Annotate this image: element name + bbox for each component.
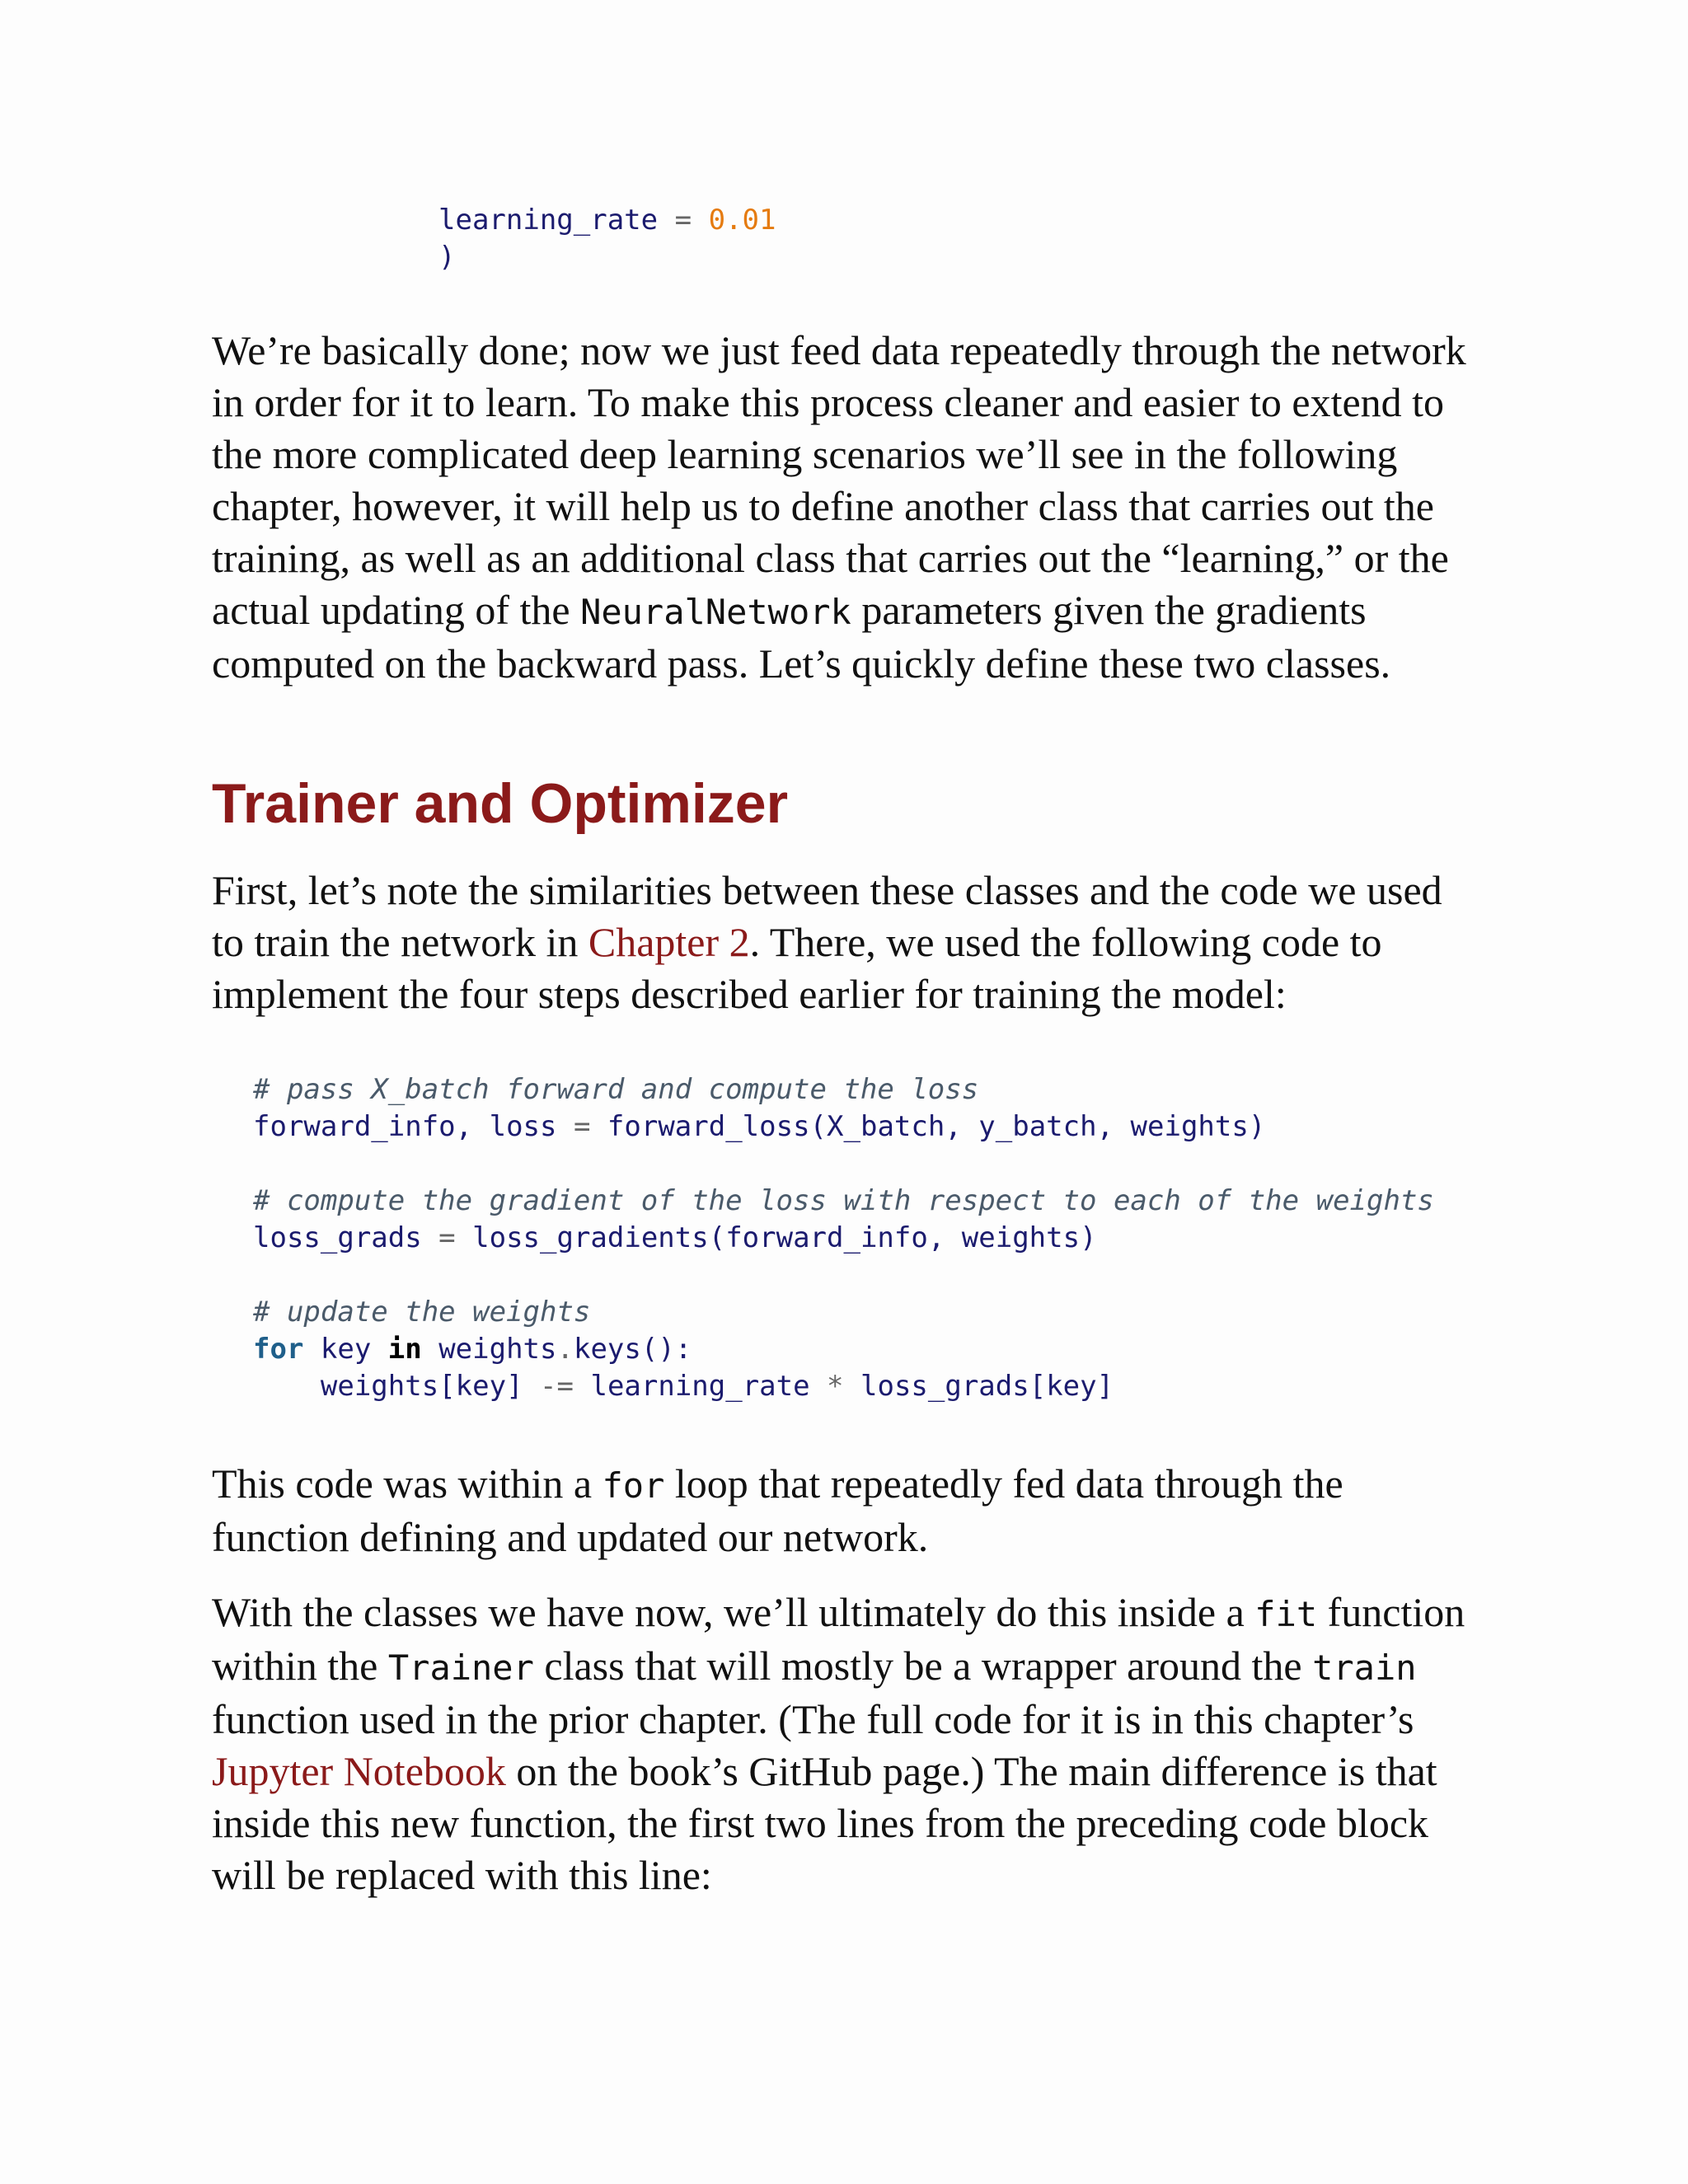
text-fragment: function xyxy=(1317,1589,1465,1635)
text-line: computed on the backward pass. Let’s quickly define these two classes. xyxy=(212,640,1391,687)
code-token: [ xyxy=(1029,1370,1047,1403)
text-line: chapter, however, it will help us to define another class that carries out the xyxy=(212,483,1434,529)
code-token: ( xyxy=(809,1110,828,1143)
code-token: loss xyxy=(489,1110,557,1143)
text-line xyxy=(212,1586,1481,1640)
text-fragment: With the classes we have now, we’ll ultimately do this inside a xyxy=(212,1589,1255,1635)
text-fragment: actual updating of the xyxy=(212,587,581,633)
code-token: ) xyxy=(438,241,456,274)
code-token: = xyxy=(421,1221,473,1254)
code-token: weights xyxy=(320,1370,439,1403)
code-token: y_batch xyxy=(978,1110,1097,1143)
code-token: X_batch xyxy=(827,1110,945,1143)
code-block-top xyxy=(438,202,776,276)
code-token: , xyxy=(927,1221,962,1254)
text-line: function used in the prior chapter. (The full code for it is in this chapter’s xyxy=(212,1696,1414,1742)
inline-code: train xyxy=(1312,1647,1417,1688)
code-keyword: for xyxy=(253,1333,304,1366)
paragraph-trainer-fit xyxy=(212,1586,1481,1901)
code-token: , xyxy=(1096,1110,1131,1143)
text-line xyxy=(212,584,1481,638)
chapter-2-link[interactable]: Chapter 2 xyxy=(588,919,750,965)
text-line: inside this new function, the first two lines from the preceding code block xyxy=(212,1800,1429,1846)
code-token: , xyxy=(455,1110,490,1143)
code-token: ( xyxy=(708,1221,726,1254)
paragraph-similarities xyxy=(212,865,1481,1020)
code-token: loss_grads xyxy=(253,1221,422,1254)
code-token: loss_gradients xyxy=(472,1221,709,1254)
text-fragment: to train the network in xyxy=(212,919,588,965)
code-block-training-loop xyxy=(253,1071,1434,1405)
text-fragment: loop that repeatedly fed data through the xyxy=(664,1460,1343,1507)
section-heading: Trainer and Optimizer xyxy=(212,772,789,835)
code-token: key xyxy=(303,1333,388,1366)
code-token: weights xyxy=(1130,1110,1249,1143)
code-token: key xyxy=(455,1370,507,1403)
code-token: learning_rate xyxy=(438,204,659,237)
paragraph-for-loop xyxy=(212,1458,1481,1563)
text-line: will be replaced with this line: xyxy=(212,1852,712,1898)
code-token: key xyxy=(1046,1370,1097,1403)
text-fragment: class that will mostly be a wrapper around the xyxy=(533,1643,1313,1689)
code-token: 0.01 xyxy=(708,204,776,237)
code-keyword: in xyxy=(387,1333,422,1366)
jupyter-notebook-link[interactable]: Jupyter Notebook xyxy=(212,1748,506,1794)
code-token: = xyxy=(674,204,692,237)
code-comment: # pass X_batch forward and compute the loss xyxy=(253,1073,979,1106)
text-line xyxy=(212,1640,1481,1694)
code-token: [ xyxy=(438,1370,456,1403)
code-comment: # update the weights xyxy=(253,1296,591,1329)
text-line: implement the four steps described earlier for training the model: xyxy=(212,971,1287,1017)
code-token: , xyxy=(945,1110,979,1143)
code-indent xyxy=(253,1370,321,1403)
inline-code: Trainer xyxy=(387,1647,534,1688)
code-token: forward_loss xyxy=(607,1110,810,1143)
text-line: First, let’s note the similarities between these classes and the code we used xyxy=(212,867,1442,913)
text-fragment: within the xyxy=(212,1643,388,1689)
text-line xyxy=(212,1746,1481,1797)
text-fragment: on the book’s GitHub page.) The main difference is that xyxy=(505,1748,1437,1794)
inline-code: NeuralNetwork xyxy=(580,592,851,632)
text-fragment: This code was within a xyxy=(212,1460,603,1507)
inline-code: fit xyxy=(1254,1594,1318,1634)
inline-code: for xyxy=(602,1465,665,1506)
text-line xyxy=(212,1458,1481,1511)
code-token: * xyxy=(827,1370,844,1403)
code-token: learning_rate xyxy=(574,1370,828,1403)
code-comment: # compute the gradient of the loss with respect to each of the weights xyxy=(253,1184,1434,1217)
code-token: = xyxy=(556,1110,607,1143)
code-token: loss_grads xyxy=(843,1370,1029,1403)
code-token: weights xyxy=(961,1221,1081,1254)
code-token: ) xyxy=(1248,1110,1266,1143)
code-token: weights xyxy=(421,1333,557,1366)
paragraph-intro xyxy=(212,325,1481,690)
text-line: the more complicated deep learning scenarios we’ll see in the following xyxy=(212,431,1398,477)
code-token: ] xyxy=(1096,1370,1114,1403)
code-token: (): xyxy=(640,1333,692,1366)
text-fragment: parameters given the gradients xyxy=(851,587,1367,633)
code-token: forward_info xyxy=(725,1221,928,1254)
code-token: ) xyxy=(1080,1221,1097,1254)
code-token: keys xyxy=(573,1333,641,1366)
text-line xyxy=(212,916,1481,968)
code-token: . xyxy=(556,1333,574,1366)
text-line: We’re basically done; now we just feed data repeatedly through the network xyxy=(212,327,1466,373)
text-line: function defining and updated our network. xyxy=(212,1514,929,1560)
code-token: -= xyxy=(540,1370,574,1403)
code-token: forward_info xyxy=(253,1110,456,1143)
text-line: training, as well as an additional class that carries out the “learning,” or the xyxy=(212,535,1449,581)
text-fragment: . There, we used the following code to xyxy=(749,919,1382,965)
text-line: in order for it to learn. To make this process cleaner and easier to extend to xyxy=(212,379,1445,425)
code-token: ] xyxy=(506,1370,541,1403)
